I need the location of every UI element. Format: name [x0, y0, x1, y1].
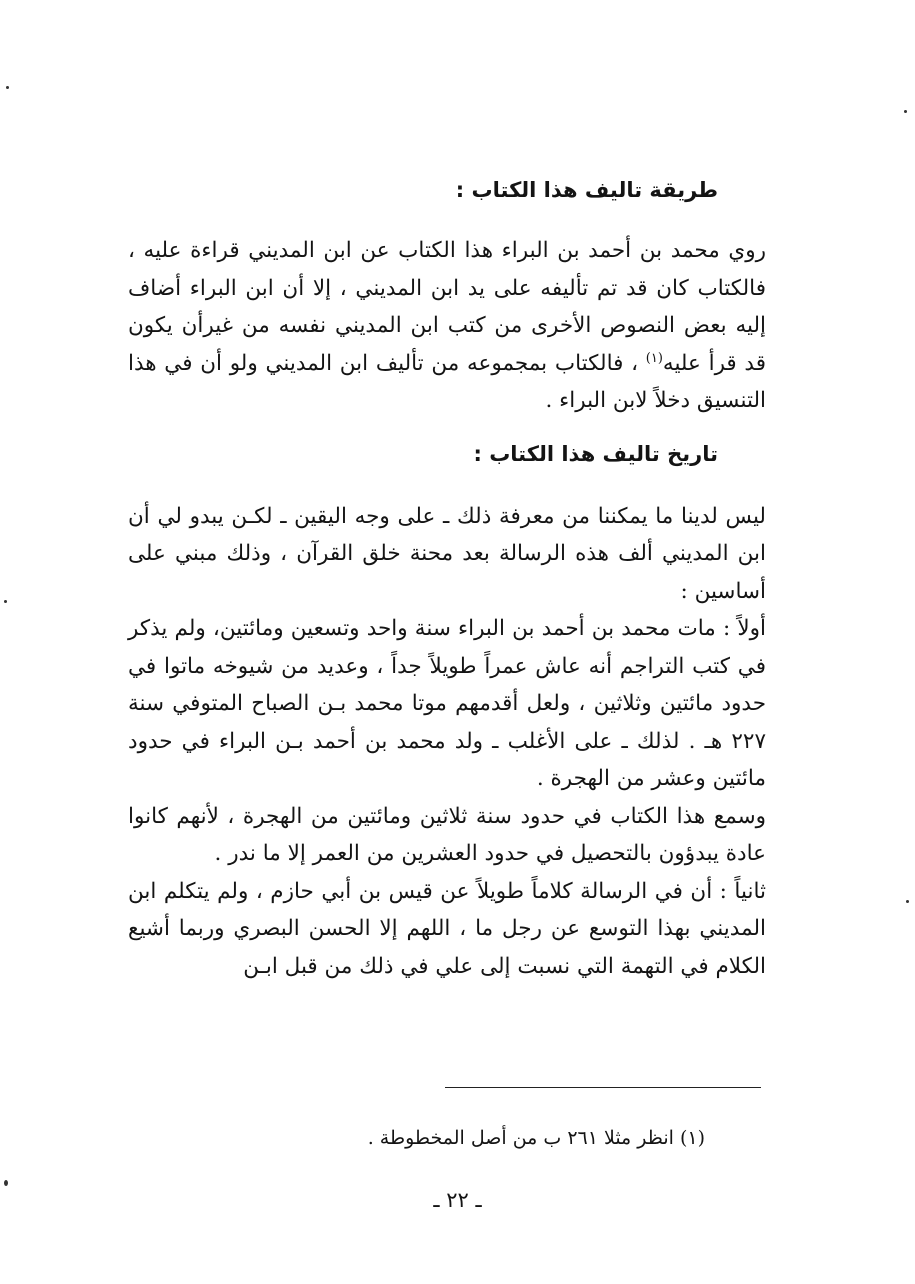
- section-heading-method: طريقة تاليف هذا الكتاب :: [455, 178, 718, 202]
- paragraph-method: [128, 232, 766, 420]
- footnote-marker[interactable]: (١): [645, 350, 663, 366]
- footnote: (١) انظر مثلا ٢٦١ ب من أصل المخطوطة .: [367, 1127, 705, 1149]
- page-number: ـ ٢٢ ـ: [433, 1188, 482, 1212]
- paragraph-second-reason: ثانياً : أن في الرسالة كلاماً طويلاً عن قيس بن أبي حازم ، ولم يتكلم ابن المديني بهذا التوسع عن رجل ما ، اللهم إلا الحسن البصري وربما أشيع الكلام في التهمة التي نسبت إلى علي في ذلك من قبل ابـن: [128, 878, 766, 979]
- footnote-divider: [445, 1087, 761, 1088]
- scan-speck: [6, 86, 9, 89]
- scan-speck: [904, 110, 907, 113]
- paragraph-method-text-b: ، فالكتاب بمجموعه من تأليف ابن المديني ولو أن في هذا التنسيق دخلاً لابن البراء .: [128, 350, 766, 413]
- paragraph-hearing: وسمع هذا الكتاب في حدود سنة ثلاثين ومائتين من الهجرة ، لأنهم كانوا عادة يبدؤون بالتحصيل في حدود العشرين من العمر إلا ما ندر .: [128, 803, 766, 866]
- scan-speck: [4, 1180, 8, 1186]
- scan-speck: [906, 900, 909, 903]
- section-heading-date: تاريخ تاليف هذا الكتاب :: [473, 441, 718, 466]
- paragraph-first-reason: أولاً : مات محمد بن أحمد بن البراء سنة واحد وتسعين ومائتين، ولم يذكر في كتب التراجم أنه عاش عمراً طويلاً جداً ، وعديد من شيوخه ماتوا في حدود مائتين وثلاثين ، ولعل أقدمهم موتا محمد بـن الصباح المتوفي سنة ٢٢٧ هـ . لذلك ـ على الأغلب ـ ولد محمد بن أحمد بـن البراء في حدود مائتين وعشر من الهجرة .: [128, 616, 766, 791]
- paragraph-method-text-a: روي محمد بن أحمد بن البراء هذا الكتاب عن ابن المديني قراءة عليه ، فالكتاب كان قد تم تأليفه على يد ابن المديني ، إلا أن ابن البراء أضاف إليه بعض النصوص الأخرى من كتب ابن المديني نفسه من غيرأن يكون قد قرأ عليه: [128, 238, 766, 376]
- page-body: [128, 160, 766, 985]
- paragraph-date-intro: ليس لدينا ما يمكننا من معرفة ذلك ـ على وجه اليقين ـ لكـن يبدو لي أن ابن المديني ألف هذه الرسالة بعد محنة خلق القرآن ، وذلك مبني على أساسين :: [128, 503, 766, 604]
- scan-speck: [4, 600, 7, 603]
